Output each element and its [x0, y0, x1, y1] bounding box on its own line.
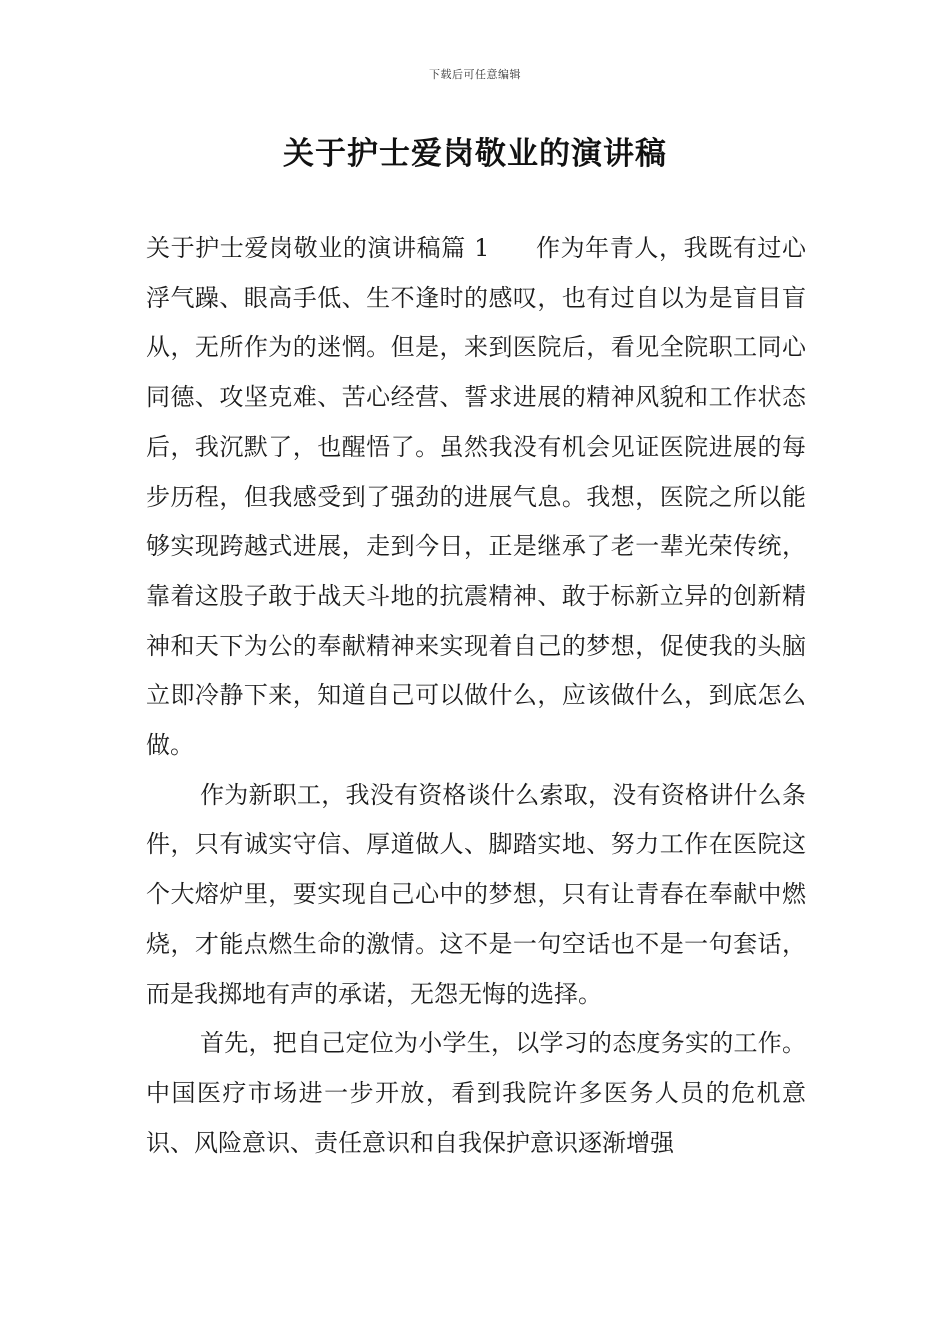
paragraph-1-text: 作为年青人，我既有过心浮气躁、眼高手低、生不逢时的感叹，也有过自以为是盲目盲从，无所作为的迷惘。但是，来到医院后，看见全院职工同心同德、攻坚克难、苦心经营、誓求进展的精神风貌和工作状态后，我沉默了，也醒悟了。虽然我没有机会见证医院进展的每步历程，但我感受到了强劲的进展气息。我想，医院之所以能够实现跨越式进展，走到今日，正是继承了老一辈光荣传统，靠着这股子敢于战天斗地的抗震精神、敢于标新立异的创新精神和天下为公的奉献精神来实现着自己的梦想，促使我的头脑立即冷静下来，知道自己可以做什么，应该做什么，到底怎么做。	[146, 234, 806, 760]
header-note: 下载后可任意编辑	[429, 68, 521, 81]
paragraph-1	[146, 224, 806, 771]
section-heading: 关于护士爱岗敬业的演讲稿篇 1	[146, 234, 490, 262]
page-title: 关于护士爱岗敬业的演讲稿	[283, 136, 667, 172]
paragraph-3: 首先，把自己定位为小学生，以学习的态度务实的工作。中国医疗市场进一步开放，看到我院许多医务人员的危机意识、风险意识、责任意识和自我保护意识逐渐增强	[146, 1029, 806, 1157]
paragraph-2: 作为新职工，我没有资格谈什么索取，没有资格讲什么条件，只有诚实守信、厚道做人、脚踏实地、努力工作在医院这个大熔炉里，要实现自己心中的梦想，只有让青春在奉献中燃烧，才能点燃生命的激情。这不是一句空话也不是一句套话，而是我掷地有声的承诺，无怨无悔的选择。	[146, 780, 806, 1008]
document-body	[146, 224, 806, 1168]
